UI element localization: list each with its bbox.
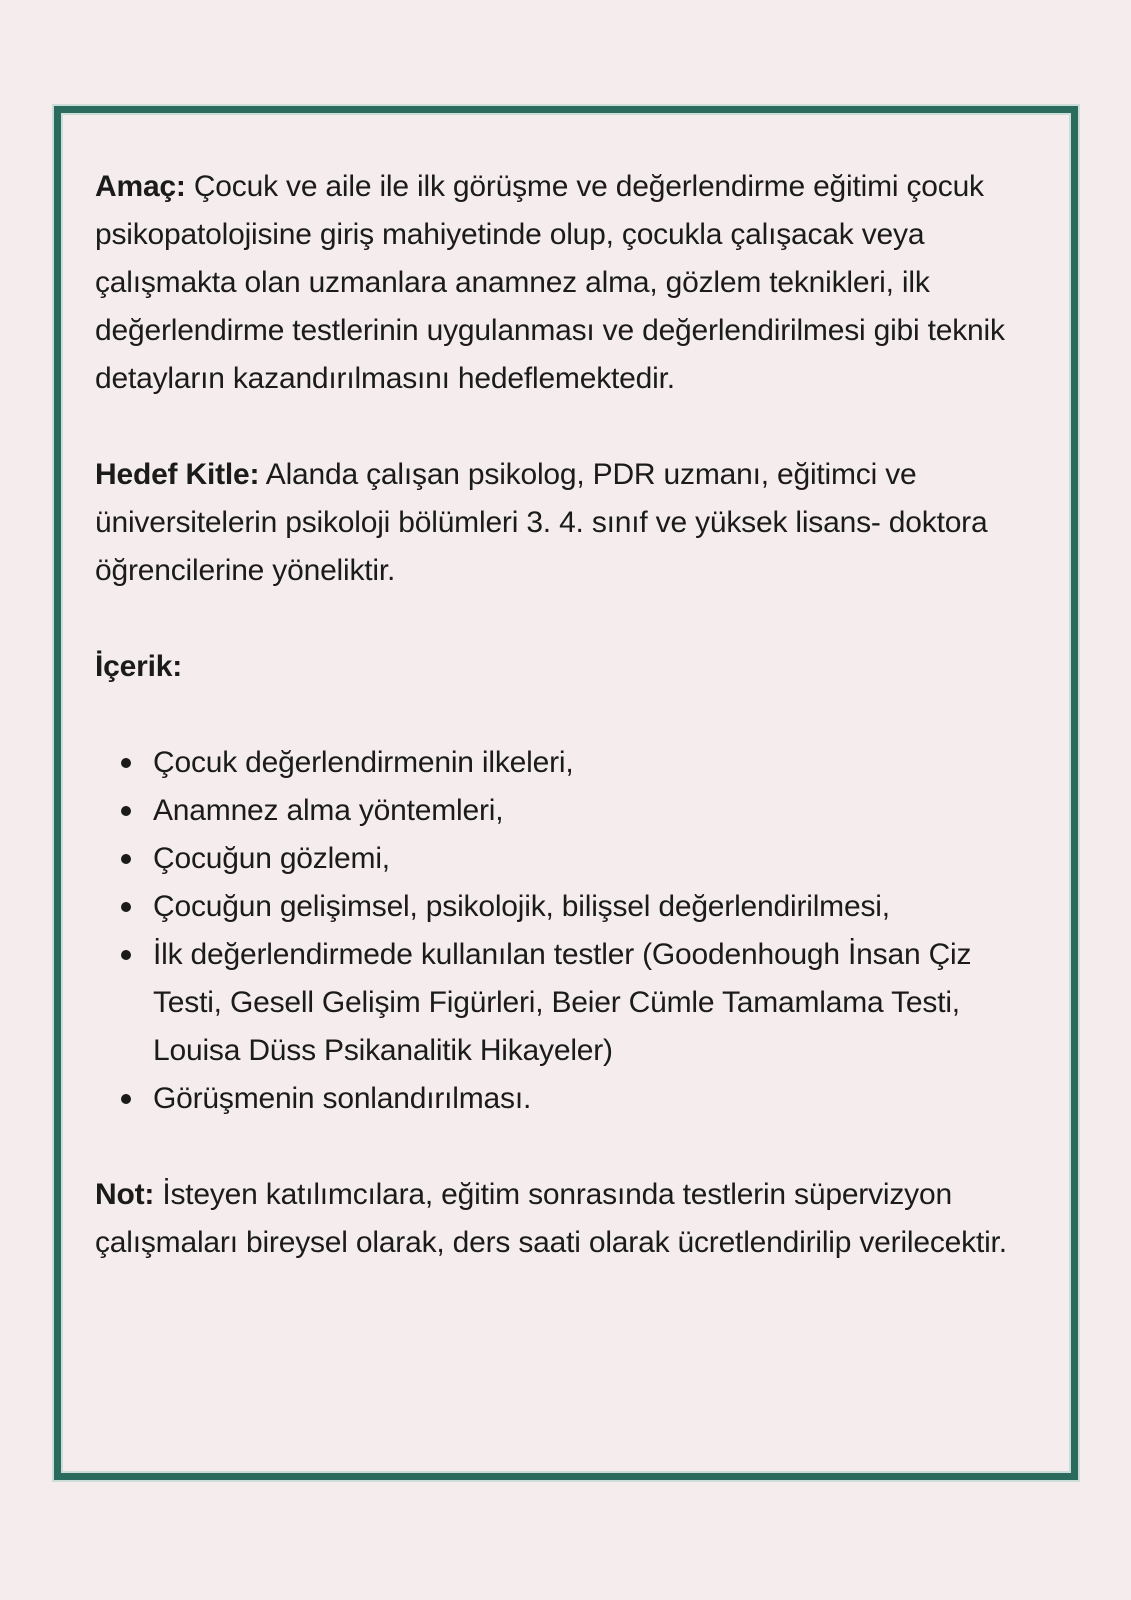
list-item: Görüşmenin sonlandırılması. [153,1075,1035,1123]
audience-label: Hedef Kitle: [95,458,260,491]
document-body [95,163,1035,1267]
purpose-label: Amaç: [95,170,186,203]
bordered-card [54,106,1078,1480]
note-paragraph [95,1171,1035,1267]
note-label: Not: [95,1178,155,1211]
note-text: İsteyen katılımcılara, eğitim sonrasında testlerin süpervizyon çalışmaları bireysel olarak, ders saati olarak ücretlendirilip verilecektir. [95,1178,1007,1259]
list-item: İlk değerlendirmede kullanılan testler (Goodenhough İnsan Çiz Testi, Gesell Gelişim Figürleri, Beier Cümle Tamamlama Testi, Louisa Düss Psikanalitik Hikayeler) [153,931,1035,1075]
purpose-text: Çocuk ve aile ile ilk görüşme ve değerlendirme eğitimi çocuk psikopatolojisine giriş mahiyetinde olup, çocukla çalışacak veya çalışmakta olan uzmanlara anamnez alma, gözlem teknikleri, ilk değerlendirme testlerinin uygulanması ve değerlendirilmesi gibi teknik detayların kazandırılmasını hedeflemektedir. [95,170,1005,395]
contents-list [95,739,1035,1123]
audience-text: Alanda çalışan psikolog, PDR uzmanı, eğitimci ve üniversitelerin psikoloji bölümleri 3. 4. sınıf ve yüksek lisans- doktora öğrencilerine yöneliktir. [95,458,988,587]
contents-heading: İçerik: [95,650,182,683]
list-item: Çocuk değerlendirmenin ilkeleri, [153,739,1035,787]
list-item: Çocuğun gözlemi, [153,835,1035,883]
list-item: Anamnez alma yöntemleri, [153,787,1035,835]
list-item: Çocuğun gelişimsel, psikolojik, bilişsel değerlendirilmesi, [153,883,1035,931]
purpose-paragraph [95,163,1035,403]
audience-paragraph [95,451,1035,595]
